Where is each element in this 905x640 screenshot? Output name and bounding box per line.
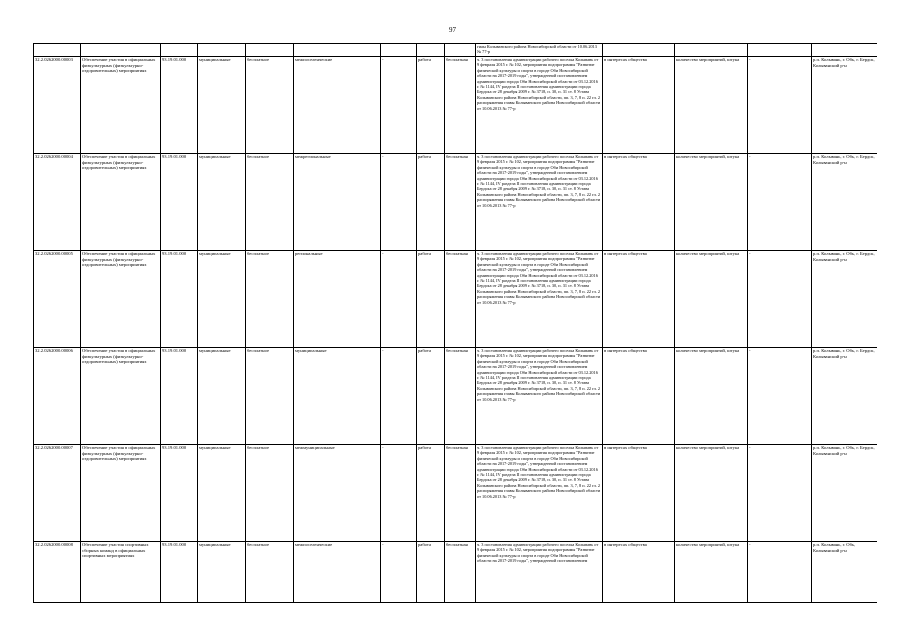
cell-scope: межпоселенческие <box>294 542 381 603</box>
cell-dash: - <box>381 154 417 251</box>
cell-dash: - <box>748 348 812 445</box>
services-register-table <box>33 43 877 603</box>
cell-level: муниципальные <box>198 251 246 348</box>
cell-empty <box>161 44 198 57</box>
table-body <box>34 44 878 603</box>
cell-okved: 93.19.01.000 <box>161 445 198 542</box>
cell-indicator: количество мероприятий, штука <box>675 251 748 348</box>
cell-type: бесплатное <box>246 57 294 154</box>
cell-scope: муниципальные <box>294 348 381 445</box>
table-row <box>34 542 878 603</box>
cell-basis: ч. 3 постановления администрации рабочего поселка Колывань от 9 февраля 2015 г. № 102, мероприятия подпрограммы "Развитие физической культуры и спорта в городе Оби Новосибирской области на 2017-2019 годы", утвержденной постановлением <box>476 542 603 603</box>
cell-okved: 93.19.01.000 <box>161 348 198 445</box>
table-row <box>34 445 878 542</box>
cell-consumer: в интересах общества <box>603 57 675 154</box>
cell-basis-continuation: гиаы Колыванского района Новосибирской области от 10.06.2013 № 77-р <box>476 44 603 57</box>
table-row <box>34 348 878 445</box>
cell-institution: р.п. Колывань, г. Обь, г. Бердск, Колыванский р-н <box>812 445 878 542</box>
cell-scope: межрегиональные <box>294 154 381 251</box>
cell-name: Обеспечение участия в официальных физкультурных (физкультурно-оздоровительных) мероприятиях <box>81 348 161 445</box>
cell-work: работа <box>417 542 445 603</box>
cell-payment: бесплатная <box>445 542 476 603</box>
cell-indicator: количество мероприятий, штука <box>675 57 748 154</box>
cell-empty <box>603 44 675 57</box>
cell-payment: бесплатная <box>445 154 476 251</box>
cell-payment: бесплатная <box>445 348 476 445</box>
cell-level: муниципальные <box>198 445 246 542</box>
cell-okved: 93.19.01.000 <box>161 542 198 603</box>
cell-consumer: в интересах общества <box>603 251 675 348</box>
cell-dash: - <box>748 251 812 348</box>
cell-okved: 93.19.01.000 <box>161 251 198 348</box>
cell-dash: - <box>381 251 417 348</box>
cell-consumer: в интересах общества <box>603 445 675 542</box>
cell-empty <box>294 44 381 57</box>
cell-empty <box>812 44 878 57</box>
register-table-sheet <box>33 43 877 615</box>
cell-indicator: количество мероприятий, штука <box>675 348 748 445</box>
cell-dash: - <box>381 57 417 154</box>
cell-indicator: количество мероприятий, штука <box>675 445 748 542</box>
cell-empty <box>381 44 417 57</box>
page-number: 97 <box>449 26 456 34</box>
cell-scope: региональные <box>294 251 381 348</box>
cell-code: 32.2.0262000.00003 <box>34 57 81 154</box>
cell-level: муниципальные <box>198 542 246 603</box>
cell-code: 32.2.0262000.00005 <box>34 251 81 348</box>
table-row <box>34 154 878 251</box>
cell-basis: ч. 3 постановления администрации рабочего поселка Колывань от 9 февраля 2015 г. № 102, мероприятия подпрограммы "Развитие физической культуры и спорта в городе Оби Новосибирской области на 2017-2019 годы", утвержденной постановлением администрации города Оби Новосибирской области от 03.12.2016 г. № 1144, IV раздела II постановления администрации города Бердска от 28 декабря 2009 г. № 3718, п. 30, п. 31 ст. 8 Устава Колыванского района Новосибирской области, пп. 3, 7, 8 п. 22 гл. 2 распоряжения главы Колыванского района Новосибирской области от 10.06.2013 № 77-р <box>476 445 603 542</box>
cell-basis: ч. 3 постановления администрации рабочего поселка Колывань от 9 февраля 2015 г. № 102, мероприятия подпрограммы "Развитие физической культуры и спорта в городе Оби Новосибирской области на 2017-2019 годы", утвержденной постановлением администрации города Оби Новосибирской области от 03.12.2016 г. № 1144, IV раздела II постановления администрации города Бердска от 28 декабря 2009 г. № 3718, п. 30, п. 31 ст. 8 Устава Колыванского района Новосибирской области, пп. 3, 7, 8 п. 22 гл. 2 распоряжения главы Колыванского района Новосибирской области от 10.06.2013 № 77-р <box>476 154 603 251</box>
cell-level: муниципальные <box>198 348 246 445</box>
cell-consumer: в интересах общества <box>603 348 675 445</box>
cell-indicator: количество мероприятий, штука <box>675 542 748 603</box>
cell-empty <box>417 44 445 57</box>
cell-consumer: в интересах общества <box>603 154 675 251</box>
cell-institution: р.п. Колывань, г. Обь, Колыванский р-н <box>812 542 878 603</box>
cell-okved: 93.19.01.000 <box>161 154 198 251</box>
cell-empty <box>81 44 161 57</box>
cell-code: 32.2.0262000.00008 <box>34 542 81 603</box>
cell-work: работа <box>417 348 445 445</box>
cell-scope: межпоселенческие <box>294 57 381 154</box>
cell-dash: - <box>748 57 812 154</box>
cell-name: Обеспечение участия в официальных физкультурных (физкультурно-оздоровительных) мероприятиях <box>81 445 161 542</box>
cell-okved: 93.19.01.000 <box>161 57 198 154</box>
cell-name: Обеспечение участия в официальных физкультурных (физкультурно-оздоровительных) мероприятиях <box>81 251 161 348</box>
cell-empty <box>445 44 476 57</box>
cell-type: бесплатное <box>246 445 294 542</box>
cell-type: бесплатное <box>246 542 294 603</box>
cell-payment: бесплатная <box>445 445 476 542</box>
cell-work: работа <box>417 251 445 348</box>
table-row <box>34 251 878 348</box>
cell-level: муниципальные <box>198 57 246 154</box>
cell-code: 32.2.0262000.00004 <box>34 154 81 251</box>
cell-code: 32.2.0262000.00006 <box>34 348 81 445</box>
cell-type: бесплатное <box>246 348 294 445</box>
cell-dash: - <box>381 348 417 445</box>
cell-work: работа <box>417 154 445 251</box>
cell-payment: бесплатная <box>445 57 476 154</box>
cell-level: муниципальные <box>198 154 246 251</box>
cell-empty <box>34 44 81 57</box>
cell-work: работа <box>417 57 445 154</box>
cell-scope: межмуниципальные <box>294 445 381 542</box>
cell-type: бесплатное <box>246 251 294 348</box>
cell-dash: - <box>748 542 812 603</box>
cell-empty <box>198 44 246 57</box>
cell-institution: р.п. Колывань, г. Обь, г. Бердск, Колыванский р-н <box>812 251 878 348</box>
cell-basis: ч. 3 постановления администрации рабочего поселка Колывань от 9 февраля 2015 г. № 102, мероприятия подпрограммы "Развитие физической культуры и спорта в городе Оби Новосибирской области на 2017-2019 годы", утвержденной постановлением администрации города Оби Новосибирской области от 03.12.2016 г. № 1144, IV раздела II постановления администрации города Бердска от 28 декабря 2009 г. № 3718, п. 30, п. 31 ст. 8 Устава Колыванского района Новосибирской области, пп. 3, 7, 8 п. 22 гл. 2 распоряжения главы Колыванского района Новосибирской области от 10.06.2013 № 77-р <box>476 251 603 348</box>
cell-indicator: количество мероприятий, штука <box>675 154 748 251</box>
continuation-row <box>34 44 878 57</box>
cell-name: Обеспечение участия спортивных сборных команд в официальных спортивных мероприятиях <box>81 542 161 603</box>
cell-code: 32.2.0262000.00007 <box>34 445 81 542</box>
cell-name: Обеспечение участия в официальных физкультурных (физкультурно-оздоровительных) мероприятиях <box>81 57 161 154</box>
cell-dash: - <box>381 542 417 603</box>
cell-consumer: в интересах общества <box>603 542 675 603</box>
cell-empty <box>675 44 748 57</box>
cell-dash: - <box>748 445 812 542</box>
cell-payment: бесплатная <box>445 251 476 348</box>
cell-type: бесплатное <box>246 154 294 251</box>
cell-institution: р.п. Колывань, г. Обь, г. Бердск, Колыванский р-н <box>812 154 878 251</box>
table-row <box>34 57 878 154</box>
cell-basis: ч. 3 постановления администрации рабочего поселка Колывань от 9 февраля 2015 г. № 102, мероприятия подпрограммы "Развитие физической культуры и спорта в городе Оби Новосибирской области на 2017-2019 годы", утвержденной постановлением администрации города Оби Новосибирской области от 03.12.2016 г. № 1144, IV раздела II постановления администрации города Бердска от 28 декабря 2009 г. № 3718, п. 30, п. 31 ст. 8 Устава Колыванского района Новосибирской области, пп. 3, 7, 8 п. 22 гл. 2 распоряжения главы Колыванского района Новосибирской области от 10.06.2013 № 77-р <box>476 348 603 445</box>
cell-basis: ч. 3 постановления администрации рабочего поселка Колывань от 9 февраля 2015 г. № 102, мероприятия подпрограммы "Развитие физической культуры и спорта в городе Оби Новосибирской области на 2017-2019 годы", утвержденной постановлением администрации города Оби Новосибирской области от 03.12.2016 г. № 1144, IV раздела II постановления администрации города Бердска от 28 декабря 2009 г. № 3718, п. 30, п. 31 ст. 8 Устава Колыванского района Новосибирской области, пп. 3, 7, 8 п. 22 гл. 2 распоряжения главы Колыванского района Новосибирской области от 10.06.2013 № 77-р <box>476 57 603 154</box>
cell-work: работа <box>417 445 445 542</box>
cell-dash: - <box>748 154 812 251</box>
cell-institution: р.п. Колывань, г. Обь, г. Бердск, Колыванский р-н <box>812 348 878 445</box>
cell-name: Обеспечение участия в официальных физкультурных (физкультурно-оздоровительных) мероприятиях <box>81 154 161 251</box>
cell-institution: р.п. Колывань, г. Обь, г. Бердск, Колыванский р-н <box>812 57 878 154</box>
cell-empty <box>748 44 812 57</box>
cell-empty <box>246 44 294 57</box>
cell-dash: - <box>381 445 417 542</box>
